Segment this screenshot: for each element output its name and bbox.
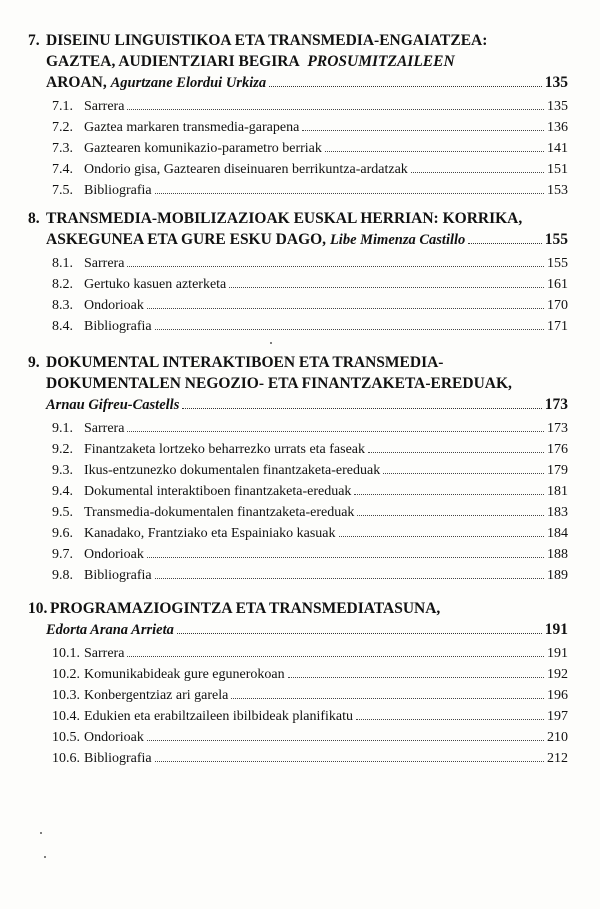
entry-title: Kanadako, Frantziako eta Espainiako kasuak [84,526,336,541]
entry-page: 210 [547,730,568,745]
entry-page: 176 [547,442,568,457]
dot-leader [383,472,544,474]
entry-title: Ondorioak [84,547,144,562]
entry-number: 9.7. [52,547,73,562]
section-list [28,96,568,201]
entry-number: 10.4. [52,709,80,724]
entry-title: Komunikabideak gure egunerokoan [84,667,285,682]
chapter-title-italic: PROSUMITZAILEEN [307,53,455,70]
dot-leader [356,718,544,720]
entry-page: 153 [547,183,568,198]
chapter-author: Arnau Gifreu-Castells [46,397,180,413]
toc-entry[interactable] [28,439,568,460]
dot-leader [354,493,544,495]
entry-number: 9.1. [52,421,73,436]
entry-number: 8.2. [52,277,73,292]
toc-entry[interactable] [28,117,568,138]
chapter-title-line: AROAN, [46,74,107,91]
chapter-heading [28,352,568,416]
entry-number: 9.4. [52,484,73,499]
dot-leader [339,535,544,537]
entry-page: 212 [547,751,568,766]
entry-title: Gaztea markaren transmedia-garapena [84,120,300,135]
entry-page: 170 [547,298,568,313]
entry-number: 10.3. [52,688,80,703]
toc-entry[interactable] [28,664,568,685]
chapter-number: 7. [28,32,40,49]
toc-entry[interactable] [28,316,568,337]
dot-leader [177,632,542,634]
entry-title: Dokumental interaktiboen finantzaketa-ereduak [84,484,352,499]
section-list [28,253,568,337]
section-list [28,643,568,769]
dot-leader [368,451,544,453]
entry-number: 9.2. [52,442,73,457]
toc-entry[interactable] [28,159,568,180]
entry-title: Gertuko kasuen azterketa [84,277,227,292]
dot-leader [155,192,544,194]
chapter-title-line: DOKUMENTALEN NEGOZIO- ETA FINANTZAKETA-EREDUAK, [46,375,512,392]
entry-number: 7.5. [52,183,73,198]
chapter-7 [28,30,568,201]
entry-number: 7.2. [52,120,73,135]
dot-leader [288,676,544,678]
toc-entry[interactable] [28,481,568,502]
entry-page: 188 [547,547,568,562]
entry-number: 9.6. [52,526,73,541]
entry-title: Edukien eta erabiltzaileen ibilbideak planifikatu [84,709,354,724]
entry-page: 161 [547,277,568,292]
dot-leader [127,108,544,110]
entry-number: 7.4. [52,162,73,177]
dot-leader [468,242,541,244]
entry-title: Transmedia-dokumentalen finantzaketa-ereduak [84,505,355,520]
chapter-number: 9. [28,354,40,371]
toc-entry[interactable] [28,727,568,748]
entry-title: Gaztearen komunikazio-parametro berriak [84,141,322,156]
toc-entry[interactable] [28,544,568,565]
toc-entry[interactable] [28,295,568,316]
scan-speck [44,856,46,858]
toc-entry[interactable] [28,706,568,727]
entry-number: 7.1. [52,99,73,114]
entry-title: Sarrera [84,99,125,114]
dot-leader [182,407,541,409]
dot-leader [231,697,544,699]
entry-title: Bibliografia [84,319,152,334]
chapter-10 [28,598,568,769]
entry-number: 8.1. [52,256,73,271]
entry-page: 135 [547,99,568,114]
chapter-title-line: GAZTEA, AUDIENTZIARI BEGIRA [46,53,300,70]
entry-title: Ikus-entzunezko dokumentalen finantzaketa-ereduak [84,463,381,478]
chapter-title-line: DISEINU LINGUISTIKOA ETA TRANSMEDIA-ENGAIATZEA: [46,32,488,49]
entry-number: 7.3. [52,141,73,156]
toc-entry[interactable] [28,748,568,769]
entry-title: Finantzaketa lortzeko beharrezko urrats eta faseak [84,442,366,457]
entry-page: 196 [547,688,568,703]
toc-entry[interactable] [28,253,568,274]
entry-number: 10.2. [52,667,80,682]
dot-leader [155,760,544,762]
entry-page: 183 [547,505,568,520]
entry-page: 192 [547,667,568,682]
chapter-title-line: DOKUMENTAL INTERAKTIBOEN ETA TRANSMEDIA- [46,354,444,371]
dot-leader [127,430,544,432]
toc-entry[interactable] [28,180,568,201]
dot-leader [269,85,542,87]
entry-title: Bibliografia [84,568,152,583]
dot-leader [155,577,544,579]
dot-leader [325,150,544,152]
dot-leader [147,556,544,558]
chapter-page: 191 [544,621,568,638]
chapter-9 [28,352,568,586]
dot-leader [147,307,544,309]
chapter-number: 10. [28,600,48,617]
dot-leader [147,739,544,741]
entry-page: 179 [547,463,568,478]
chapter-heading [28,598,568,641]
chapter-page: 135 [544,74,568,91]
toc-entry[interactable] [28,643,568,664]
toc-entry[interactable] [28,685,568,706]
entry-page: 181 [547,484,568,499]
chapter-heading [28,30,568,94]
toc-entry[interactable] [28,523,568,544]
scan-speck [270,342,272,344]
entry-page: 184 [547,526,568,541]
entry-page: 171 [547,319,568,334]
entry-page: 191 [547,646,568,661]
entry-title: Sarrera [84,646,125,661]
toc-entry[interactable] [28,274,568,295]
dot-leader [127,655,544,657]
toc-entry[interactable] [28,96,568,117]
entry-page: 197 [547,709,568,724]
chapter-title-line: ASKEGUNEA ETA GURE ESKU DAGO, [46,231,327,248]
entry-page: 189 [547,568,568,583]
chapter-8 [28,208,568,337]
entry-page: 151 [547,162,568,177]
entry-number: 8.3. [52,298,73,313]
dot-leader [127,265,544,267]
entry-title: Bibliografia [84,183,152,198]
entry-page: 141 [547,141,568,156]
entry-number: 10.5. [52,730,80,745]
entry-number: 9.5. [52,505,73,520]
entry-title: Konbergentziaz ari garela [84,688,229,703]
entry-title: Ondorioak [84,730,144,745]
entry-title: Ondorioak [84,298,144,313]
entry-page: 173 [547,421,568,436]
chapter-author: Edorta Arana Arrieta [46,622,174,638]
dot-leader [155,328,544,330]
entry-title: Ondorio gisa, Gaztearen diseinuaren berrikuntza-ardatzak [84,162,408,177]
dot-leader [229,286,544,288]
toc-entry[interactable] [28,460,568,481]
chapter-author: Libe Mimenza Castillo [329,232,466,248]
dot-leader [357,514,544,516]
entry-page: 136 [547,120,568,135]
entry-number: 10.6. [52,751,80,766]
chapter-page: 173 [544,396,568,413]
dot-leader [302,129,544,131]
entry-number: 10.1. [52,646,80,661]
entry-title: Sarrera [84,421,125,436]
chapter-heading [28,208,568,251]
toc-entry[interactable] [28,565,568,586]
entry-page: 155 [547,256,568,271]
chapter-author: Agurtzane Elordui Urkiza [110,75,267,91]
entry-number: 8.4. [52,319,73,334]
toc-entry[interactable] [28,418,568,439]
chapter-page: 155 [544,231,568,248]
chapter-number: 8. [28,210,40,227]
toc-entry[interactable] [28,502,568,523]
scan-speck [40,832,42,834]
toc-entry[interactable] [28,138,568,159]
chapter-title-line: PROGRAMAZIOGINTZA ETA TRANSMEDIATASUNA, [50,600,441,617]
entry-title: Sarrera [84,256,125,271]
entry-number: 9.3. [52,463,73,478]
section-list [28,418,568,586]
entry-title: Bibliografia [84,751,152,766]
chapter-title-line: TRANSMEDIA-MOBILIZAZIOAK EUSKAL HERRIAN: KORRIKA, [46,210,523,227]
entry-number: 9.8. [52,568,73,583]
dot-leader [411,171,544,173]
